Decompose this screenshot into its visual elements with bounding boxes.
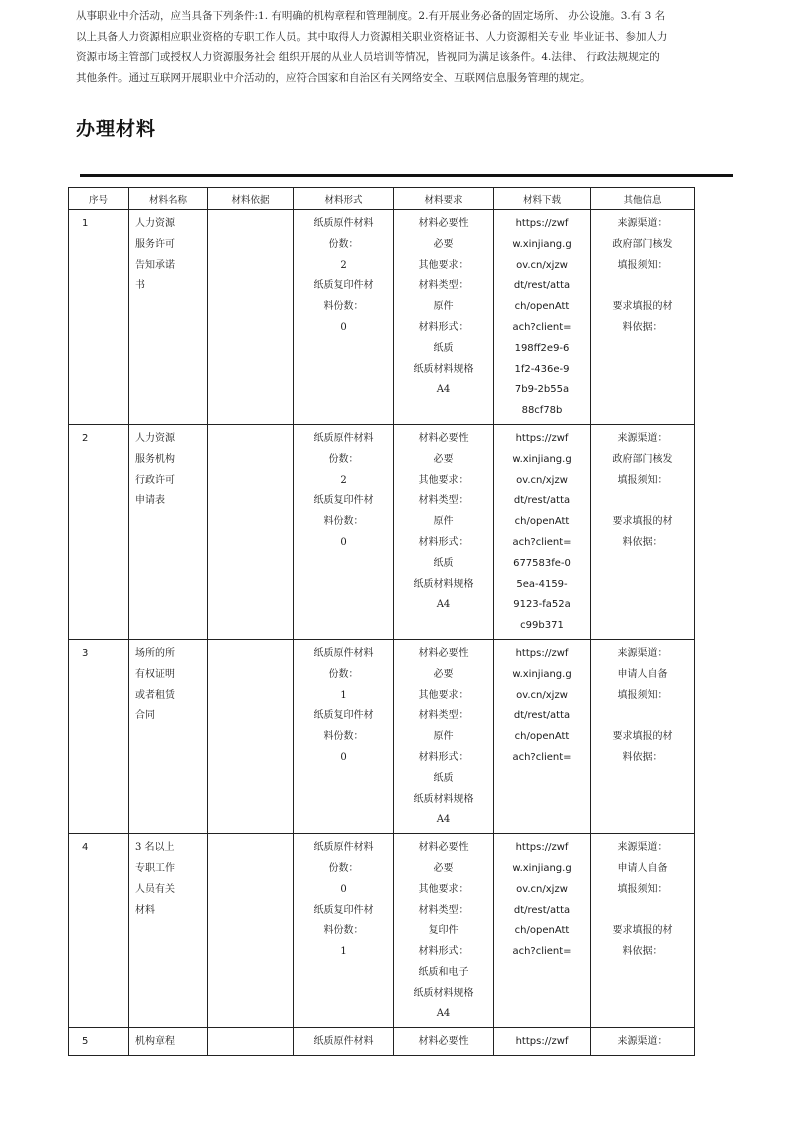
material-requirement-line: 纸质 [433, 772, 454, 784]
material-requirement-cell [394, 639, 494, 833]
material-download-cell [494, 639, 591, 833]
download-link-line: 198ff2e9-6 [514, 342, 570, 354]
table-body [69, 210, 695, 1056]
other-info-line: 料依据： [622, 751, 663, 763]
material-form-line: 2 [340, 474, 347, 486]
other-info-line: 来源渠道： [617, 842, 668, 854]
download-link-line: ach?client= [512, 751, 572, 763]
download-link-line: ch/openAtt [514, 301, 570, 313]
material-download-cell [494, 210, 591, 425]
material-requirement-line: 纸质材料规格 [413, 793, 474, 805]
other-info-line: 申请人自备 [617, 862, 668, 874]
download-link-line: w.xinjiang.g [512, 238, 572, 250]
other-info-cell [591, 1028, 695, 1056]
materials-table [68, 187, 695, 1056]
material-requirement-line: 材料形式： [418, 946, 469, 958]
material-form-line: 纸质原件材料 [313, 647, 374, 659]
material-requirement-line: 材料必要性 [418, 432, 469, 444]
material-form-cell [294, 834, 394, 1028]
material-name-line: 专职工作 [135, 862, 175, 874]
download-link-line: ach?client= [512, 536, 572, 548]
download-link-line: 1f2-436e-9 [514, 363, 570, 375]
material-name-line: 人力资源 [135, 218, 175, 229]
material-form-line: 料份数： [323, 516, 364, 528]
material-name-line: 书 [135, 280, 145, 292]
download-link-line: c99b371 [520, 620, 564, 632]
table-row [69, 639, 695, 833]
other-info-line: 料依据： [622, 536, 663, 548]
material-form-line: 1 [340, 946, 347, 958]
material-basis-cell [208, 834, 294, 1028]
other-info-cell [591, 210, 695, 425]
other-info-line [591, 901, 694, 922]
row-number-cell: 4 [69, 834, 129, 1028]
other-info-line: 要求填报的材 [612, 301, 673, 313]
intro-line: 其他条件。通过互联网开展职业中介活动的，应符合国家和自治区有关网络安全、互联网信息服务管理的规定。 [76, 71, 591, 84]
material-name-cell [129, 424, 208, 639]
material-basis-cell [208, 639, 294, 833]
other-info-line: 填报须知： [617, 259, 668, 271]
other-info-line: 政府部门核发 [612, 238, 673, 250]
material-name-line: 有权证明 [135, 668, 175, 680]
other-info-line [591, 276, 694, 297]
material-requirement-line: A4 [436, 814, 451, 826]
download-link-line: 88cf78b [521, 405, 563, 417]
other-info-cell [591, 834, 695, 1028]
other-info-line: 填报须知： [617, 883, 668, 895]
material-requirement-line: A4 [436, 599, 451, 611]
download-link-line: ov.cn/xjzw [516, 474, 568, 486]
download-link-line: 9123-fa52a [513, 599, 571, 611]
material-name-cell [129, 1028, 208, 1056]
other-info-line: 申请人自备 [617, 668, 668, 680]
download-link-line: https://zwf [515, 842, 569, 854]
material-name-line: 3 名以上 [135, 842, 175, 854]
material-basis-cell [208, 1028, 294, 1056]
other-info-line: 政府部门核发 [612, 453, 673, 465]
material-form-line: 纸质原件材料 [313, 842, 374, 854]
material-requirement-line: 材料形式： [418, 536, 469, 548]
material-form-line: 纸质原件材料 [313, 1036, 374, 1048]
material-form-line: 纸质复印件材 [313, 280, 374, 292]
material-name-line: 机构章程 [135, 1036, 175, 1048]
material-download-cell [494, 424, 591, 639]
material-requirement-line: 纸质 [433, 342, 454, 354]
download-link-line: w.xinjiang.g [512, 668, 572, 680]
table-row [69, 210, 695, 425]
material-name-cell [129, 210, 208, 425]
material-requirement-line: 材料必要性 [418, 218, 469, 229]
material-requirement-line: 材料必要性 [418, 647, 469, 659]
download-link-line: ov.cn/xjzw [516, 883, 568, 895]
material-form-line: 2 [340, 259, 347, 271]
material-basis-cell [208, 210, 294, 425]
header-cell: 材料下载 [494, 188, 591, 210]
material-requirement-line: 材料类型： [418, 904, 469, 916]
table-row [69, 1028, 695, 1056]
material-name-line: 服务机构 [135, 453, 175, 465]
material-name-cell [129, 639, 208, 833]
material-requirement-line: 材料形式： [418, 751, 469, 763]
material-requirement-line: 原件 [433, 731, 454, 743]
material-form-line: 料份数： [323, 925, 364, 937]
material-form-line: 0 [340, 321, 347, 333]
download-link-line: dt/rest/atta [513, 904, 571, 916]
material-requirement-line: 必要 [433, 238, 454, 250]
header-cell: 材料要求 [394, 188, 494, 210]
material-form-line: 0 [340, 751, 347, 763]
section-title: 办理材料 [76, 118, 157, 140]
other-info-line: 要求填报的材 [612, 731, 673, 743]
material-requirement-line: 材料类型： [418, 280, 469, 292]
material-basis-cell [208, 424, 294, 639]
material-requirement-cell [394, 834, 494, 1028]
material-requirement-line: 材料形式： [418, 321, 469, 333]
other-info-line [591, 491, 694, 512]
header-cell: 其他信息 [591, 188, 695, 210]
intro-paragraph [76, 6, 676, 88]
download-link-line: ch/openAtt [514, 731, 570, 743]
other-info-line: 填报须知： [617, 474, 668, 486]
material-form-line: 0 [340, 536, 347, 548]
download-link-line: https://zwf [515, 218, 569, 229]
other-info-line: 来源渠道： [617, 218, 668, 229]
material-requirement-line: A4 [436, 1008, 451, 1020]
material-requirement-line: 必要 [433, 453, 454, 465]
material-requirement-line: 其他要求： [418, 689, 469, 701]
download-link-line: 7b9-2b55a [514, 384, 570, 396]
other-info-line: 填报须知： [617, 689, 668, 701]
material-form-cell [294, 424, 394, 639]
row-number-cell: 2 [69, 424, 129, 639]
material-name-line: 人力资源 [135, 432, 175, 444]
download-link-line: dt/rest/atta [513, 280, 571, 292]
download-link-line: ach?client= [512, 946, 572, 958]
material-name-line: 或者租赁 [135, 689, 175, 701]
material-requirement-line: 纸质材料规格 [413, 363, 474, 375]
material-form-line: 0 [340, 883, 347, 895]
material-form-cell [294, 210, 394, 425]
header-cell: 材料形式 [294, 188, 394, 210]
header-cell: 材料名称 [129, 188, 208, 210]
other-info-cell [591, 424, 695, 639]
other-info-line: 要求填报的材 [612, 925, 673, 937]
other-info-line: 来源渠道： [617, 432, 668, 444]
material-download-cell [494, 834, 591, 1028]
material-form-line: 纸质复印件材 [313, 495, 374, 507]
material-requirement-line: 材料类型： [418, 710, 469, 722]
intro-line: 从事职业中介活动，应当具备下列条件:1. 有明确的机构章程和管理制度。2.有开展业务必备的固定场所、 办公设施。3.有 3 名 [76, 10, 666, 22]
material-form-cell [294, 639, 394, 833]
download-link-line: 677583fe-0 [513, 557, 571, 569]
material-form-cell [294, 1028, 394, 1056]
row-number-cell: 5 [69, 1028, 129, 1056]
other-info-line: 料依据： [622, 946, 663, 958]
other-info-line: 要求填报的材 [612, 516, 673, 528]
material-form-line: 纸质原件材料 [313, 432, 374, 444]
table-header-row [69, 188, 695, 210]
material-name-line: 场所的所 [135, 647, 175, 659]
material-form-line: 纸质复印件材 [313, 904, 374, 916]
material-requirement-cell [394, 424, 494, 639]
material-name-line: 人员有关 [135, 883, 175, 895]
material-requirement-line: 材料必要性 [418, 842, 469, 854]
material-requirement-line: 材料类型： [418, 495, 469, 507]
material-form-line: 份数： [328, 238, 359, 250]
material-requirement-line: 原件 [433, 301, 454, 313]
material-requirement-cell [394, 210, 494, 425]
download-link-line: https://zwf [515, 647, 569, 659]
material-form-line: 份数： [328, 453, 359, 465]
material-requirement-line: 纸质和电子 [418, 966, 469, 978]
material-requirement-line: A4 [436, 384, 451, 396]
material-name-line: 告知承诺 [135, 259, 175, 271]
other-info-line: 料依据： [622, 321, 663, 333]
other-info-line: 来源渠道： [617, 647, 668, 659]
download-link-line: w.xinjiang.g [512, 862, 572, 874]
material-requirement-line: 其他要求： [418, 474, 469, 486]
table-row [69, 834, 695, 1028]
material-form-line: 份数： [328, 862, 359, 874]
download-link-line: dt/rest/atta [513, 495, 571, 507]
material-form-line: 料份数： [323, 301, 364, 313]
section-divider [80, 174, 733, 177]
material-name-line: 材料 [135, 904, 155, 916]
material-form-line: 纸质复印件材 [313, 710, 374, 722]
header-cell: 材料依据 [208, 188, 294, 210]
material-requirement-line: 其他要求： [418, 259, 469, 271]
material-requirement-cell [394, 1028, 494, 1056]
material-form-line: 1 [340, 689, 347, 701]
material-download-cell [494, 1028, 591, 1056]
table-row [69, 424, 695, 639]
download-link-line: w.xinjiang.g [512, 453, 572, 465]
download-link-line: https://zwf [515, 1036, 569, 1048]
download-link-line: dt/rest/atta [513, 710, 571, 722]
material-name-line: 服务许可 [135, 238, 175, 250]
material-requirement-line: 复印件 [428, 925, 459, 937]
material-name-cell [129, 834, 208, 1028]
other-info-line: 来源渠道： [617, 1036, 668, 1048]
material-requirement-line: 纸质 [433, 557, 454, 569]
material-requirement-line: 纸质材料规格 [413, 578, 474, 590]
material-form-line: 料份数： [323, 731, 364, 743]
download-link-line: https://zwf [515, 432, 569, 444]
row-number-cell: 3 [69, 639, 129, 833]
download-link-line: ov.cn/xjzw [516, 689, 568, 701]
material-requirement-line: 其他要求： [418, 883, 469, 895]
material-name-line: 合同 [135, 710, 155, 722]
material-requirement-line: 原件 [433, 516, 454, 528]
intro-line: 以上具备人力资源相应职业资格的专职工作人员。其中取得人力资源相关职业资格证书、人力资源相关专业 毕业证书、参加人力 [76, 30, 668, 43]
material-requirement-line: 必要 [433, 668, 454, 680]
intro-line: 资源市场主管部门或授权人力资源服务社会 组织开展的从业人员培训等情况，皆视同为满足该条件。4.法律、 行政法规规定的 [76, 51, 660, 63]
download-link-line: ov.cn/xjzw [516, 259, 568, 271]
other-info-cell [591, 639, 695, 833]
material-requirement-line: 纸质材料规格 [413, 987, 474, 999]
download-link-line: ach?client= [512, 321, 572, 333]
material-name-line: 行政许可 [135, 474, 175, 486]
material-name-line: 申请表 [135, 495, 165, 507]
material-form-line: 份数： [328, 668, 359, 680]
material-requirement-line: 材料必要性 [418, 1036, 469, 1048]
row-number-cell: 1 [69, 210, 129, 425]
download-link-line: ch/openAtt [514, 925, 570, 937]
download-link-line: 5ea-4159- [516, 578, 568, 590]
header-cell: 序号 [69, 188, 129, 210]
material-requirement-line: 必要 [433, 862, 454, 874]
material-form-line: 纸质原件材料 [313, 218, 374, 229]
other-info-line [591, 706, 694, 727]
download-link-line: ch/openAtt [514, 516, 570, 528]
